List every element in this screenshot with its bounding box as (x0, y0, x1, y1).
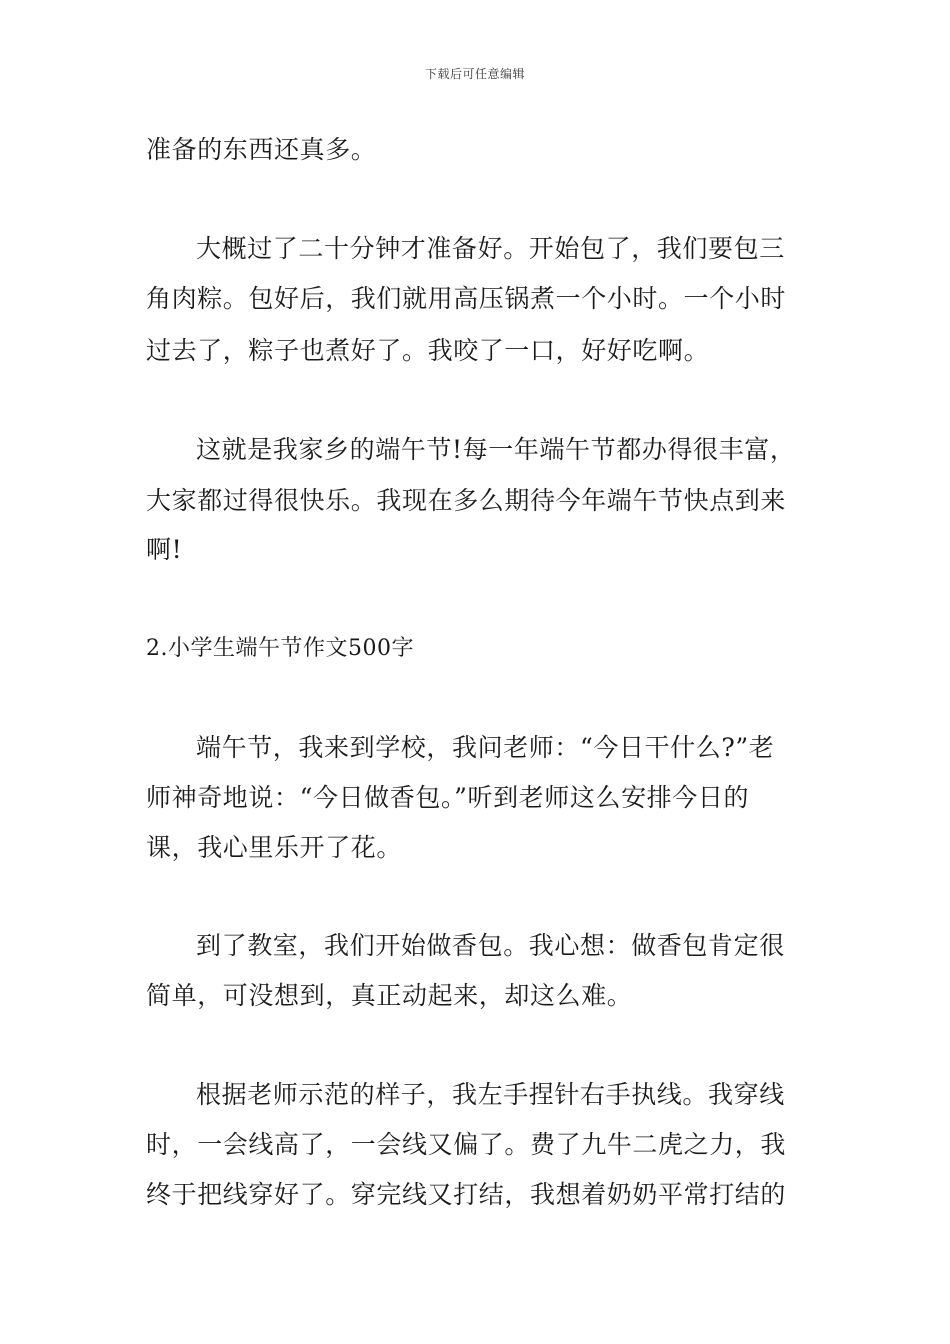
text-line: 师神奇地说：“今日做香包。”听到老师这么安排今日的 (146, 783, 750, 812)
section-heading: 2.小学生端午节作文500字 (146, 636, 414, 661)
text-line: 啊! (146, 535, 183, 564)
text-line: 课，我心里乐开了花。 (146, 833, 403, 862)
text-line: 时，一会线高了，一会线又偏了。费了九牛二虎之力，我 (146, 1130, 787, 1159)
text-line: 端午节，我来到学校，我问老师：“今日干什么?”老 (196, 733, 775, 762)
text-line: 这就是我家乡的端午节!每一年端午节都办得很丰富， (196, 435, 796, 464)
text-line: 准备的东西还真多。 (146, 135, 377, 164)
text-line: 根据老师示范的样子，我左手捏针右手执线。我穿线 (196, 1080, 785, 1109)
text-line: 到了教室，我们开始做香包。我心想：做香包肯定很 (196, 931, 785, 960)
text-line: 大概过了二十分钟才准备好。开始包了，我们要包三 (196, 234, 785, 263)
text-line: 过去了，粽子也煮好了。我咬了一口，好好吃啊。 (146, 336, 710, 365)
text-line: 终于把线穿好了。穿完线又打结，我想着奶奶平常打结的 (146, 1180, 787, 1209)
text-line: 大家都过得很快乐。我现在多么期待今年端午节快点到来 (146, 486, 787, 515)
text-line: 角肉粽。包好后，我们就用高压锅煮一个小时。一个小时 (146, 284, 787, 313)
text-line: 简单，可没想到，真正动起来，却这么难。 (146, 981, 633, 1010)
page-header: 下载后可任意编辑 (424, 67, 525, 81)
